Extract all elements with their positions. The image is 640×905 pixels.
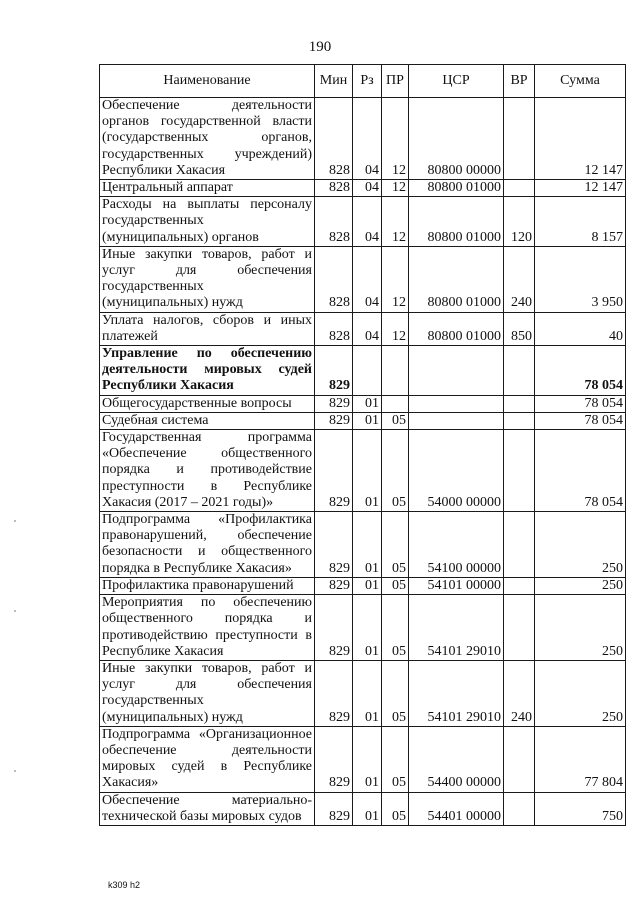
cell-sum: 3 950 [535, 246, 626, 312]
cell-vr [504, 180, 535, 197]
cell-csr: 54401 00000 [409, 792, 504, 825]
cell-pr: 05 [382, 660, 409, 726]
cell-vr: 240 [504, 246, 535, 312]
cell-min: 829 [315, 395, 353, 412]
cell-rz: 01 [353, 660, 382, 726]
cell-csr: 54100 00000 [409, 512, 504, 578]
cell-pr: 05 [382, 412, 409, 429]
cell-pr: 12 [382, 246, 409, 312]
cell-rz [353, 346, 382, 396]
cell-name: Управление по обеспечению деятельности мировых судей Республики Хакасия [100, 346, 315, 396]
cell-sum: 750 [535, 792, 626, 825]
page-number: 190 [308, 39, 332, 55]
cell-vr [504, 412, 535, 429]
cell-min: 829 [315, 346, 353, 396]
table-row [100, 595, 626, 661]
cell-csr: 80800 01000 [409, 246, 504, 312]
header-csr: ЦСР [409, 65, 504, 98]
cell-pr: 12 [382, 197, 409, 247]
cell-min: 828 [315, 312, 353, 345]
cell-sum: 78 054 [535, 430, 626, 512]
cell-pr: 05 [382, 577, 409, 594]
cell-min: 829 [315, 430, 353, 512]
cell-name: Центральный аппарат [100, 180, 315, 197]
table-row [100, 792, 626, 825]
cell-csr: 80800 01000 [409, 180, 504, 197]
cell-name: Государственная программа «Обеспечение общественного порядка и противодействие преступности в Республике Хакасия (2017 – 2021 годы)» [100, 430, 315, 512]
cell-sum: 40 [535, 312, 626, 345]
cell-pr: 05 [382, 430, 409, 512]
table-row [100, 660, 626, 726]
cell-min: 829 [315, 412, 353, 429]
table-row [100, 197, 626, 247]
cell-vr [504, 430, 535, 512]
cell-pr: 12 [382, 312, 409, 345]
cell-min: 828 [315, 98, 353, 180]
cell-csr [409, 346, 504, 396]
cell-pr: 05 [382, 726, 409, 792]
cell-name: Подпрограмма «Профилактика правонарушений, обеспечение безопасности и общественного порядка в Республике Хакасия» [100, 512, 315, 578]
table-body [100, 98, 626, 826]
scan-speck [14, 520, 16, 522]
cell-min: 829 [315, 660, 353, 726]
cell-csr: 54400 00000 [409, 726, 504, 792]
cell-min: 829 [315, 512, 353, 578]
cell-sum: 77 804 [535, 726, 626, 792]
table-row [100, 577, 626, 594]
cell-sum: 250 [535, 660, 626, 726]
header-pr: ПР [382, 65, 409, 98]
cell-csr: 80800 00000 [409, 98, 504, 180]
scan-speck [14, 610, 16, 612]
cell-name: Расходы на выплаты персоналу государственных (муниципальных) органов [100, 197, 315, 247]
table-row [100, 312, 626, 345]
cell-vr: 240 [504, 660, 535, 726]
cell-pr [382, 395, 409, 412]
cell-min: 829 [315, 577, 353, 594]
cell-rz: 01 [353, 577, 382, 594]
cell-min: 828 [315, 197, 353, 247]
cell-sum: 250 [535, 577, 626, 594]
scan-speck [14, 770, 16, 772]
cell-csr: 54000 00000 [409, 430, 504, 512]
cell-min: 828 [315, 180, 353, 197]
cell-sum: 78 054 [535, 412, 626, 429]
cell-csr: 80800 01000 [409, 312, 504, 345]
cell-name: Обеспечение деятельности органов государственной власти (государственных органов, государственных учреждений) Республики Хакасия [100, 98, 315, 180]
cell-sum: 12 147 [535, 180, 626, 197]
cell-vr [504, 512, 535, 578]
cell-sum: 12 147 [535, 98, 626, 180]
cell-vr [504, 395, 535, 412]
cell-vr [504, 346, 535, 396]
cell-name: Мероприятия по обеспечению общественного порядка и противодействию преступности в Республике Хакасия [100, 595, 315, 661]
cell-rz: 04 [353, 180, 382, 197]
cell-rz: 01 [353, 395, 382, 412]
cell-rz: 01 [353, 595, 382, 661]
cell-vr [504, 595, 535, 661]
cell-vr [504, 577, 535, 594]
cell-name: Профилактика правонарушений [100, 577, 315, 594]
cell-sum: 250 [535, 595, 626, 661]
cell-pr [382, 346, 409, 396]
cell-min: 829 [315, 792, 353, 825]
cell-min: 828 [315, 246, 353, 312]
cell-rz: 01 [353, 726, 382, 792]
cell-rz: 01 [353, 792, 382, 825]
cell-rz: 01 [353, 430, 382, 512]
cell-min: 829 [315, 726, 353, 792]
table-row [100, 98, 626, 180]
cell-name: Подпрограмма «Организационное обеспечение деятельности мировых судей в Республике Хакасия» [100, 726, 315, 792]
cell-csr: 54101 29010 [409, 660, 504, 726]
cell-csr: 80800 01000 [409, 197, 504, 247]
header-rz: Рз [353, 65, 382, 98]
table-row [100, 346, 626, 396]
cell-pr: 12 [382, 98, 409, 180]
header-min: Мин [315, 65, 353, 98]
cell-rz: 04 [353, 312, 382, 345]
table-row [100, 180, 626, 197]
cell-name: Иные закупки товаров, работ и услуг для обеспечения государственных (муниципальных) нужд [100, 660, 315, 726]
table-header-row [100, 65, 626, 98]
cell-vr: 120 [504, 197, 535, 247]
cell-sum: 78 054 [535, 395, 626, 412]
cell-min: 829 [315, 595, 353, 661]
cell-vr: 850 [504, 312, 535, 345]
table-row [100, 430, 626, 512]
cell-vr [504, 792, 535, 825]
cell-pr: 05 [382, 512, 409, 578]
cell-name: Общегосударственные вопросы [100, 395, 315, 412]
cell-sum: 78 054 [535, 346, 626, 396]
cell-pr: 05 [382, 595, 409, 661]
header-vr: ВР [504, 65, 535, 98]
cell-pr: 12 [382, 180, 409, 197]
table-row [100, 246, 626, 312]
cell-rz: 04 [353, 246, 382, 312]
cell-csr [409, 395, 504, 412]
cell-csr: 54101 29010 [409, 595, 504, 661]
cell-sum: 250 [535, 512, 626, 578]
header-name: Наименование [100, 65, 315, 98]
table-row [100, 726, 626, 792]
cell-csr: 54101 00000 [409, 577, 504, 594]
budget-table [99, 64, 626, 826]
cell-sum: 8 157 [535, 197, 626, 247]
cell-vr [504, 726, 535, 792]
cell-name: Судебная система [100, 412, 315, 429]
cell-rz: 04 [353, 197, 382, 247]
footer-code: k309 h2 [108, 880, 141, 890]
table-row [100, 395, 626, 412]
cell-name: Иные закупки товаров, работ и услуг для обеспечения государственных (муниципальных) нужд [100, 246, 315, 312]
cell-rz: 04 [353, 98, 382, 180]
table-row [100, 412, 626, 429]
table-row [100, 512, 626, 578]
cell-pr: 05 [382, 792, 409, 825]
cell-name: Уплата налогов, сборов и иных платежей [100, 312, 315, 345]
header-sum: Сумма [535, 65, 626, 98]
cell-csr [409, 412, 504, 429]
cell-name: Обеспечение материально-технической базы мировых судов [100, 792, 315, 825]
cell-rz: 01 [353, 412, 382, 429]
cell-vr [504, 98, 535, 180]
cell-rz: 01 [353, 512, 382, 578]
